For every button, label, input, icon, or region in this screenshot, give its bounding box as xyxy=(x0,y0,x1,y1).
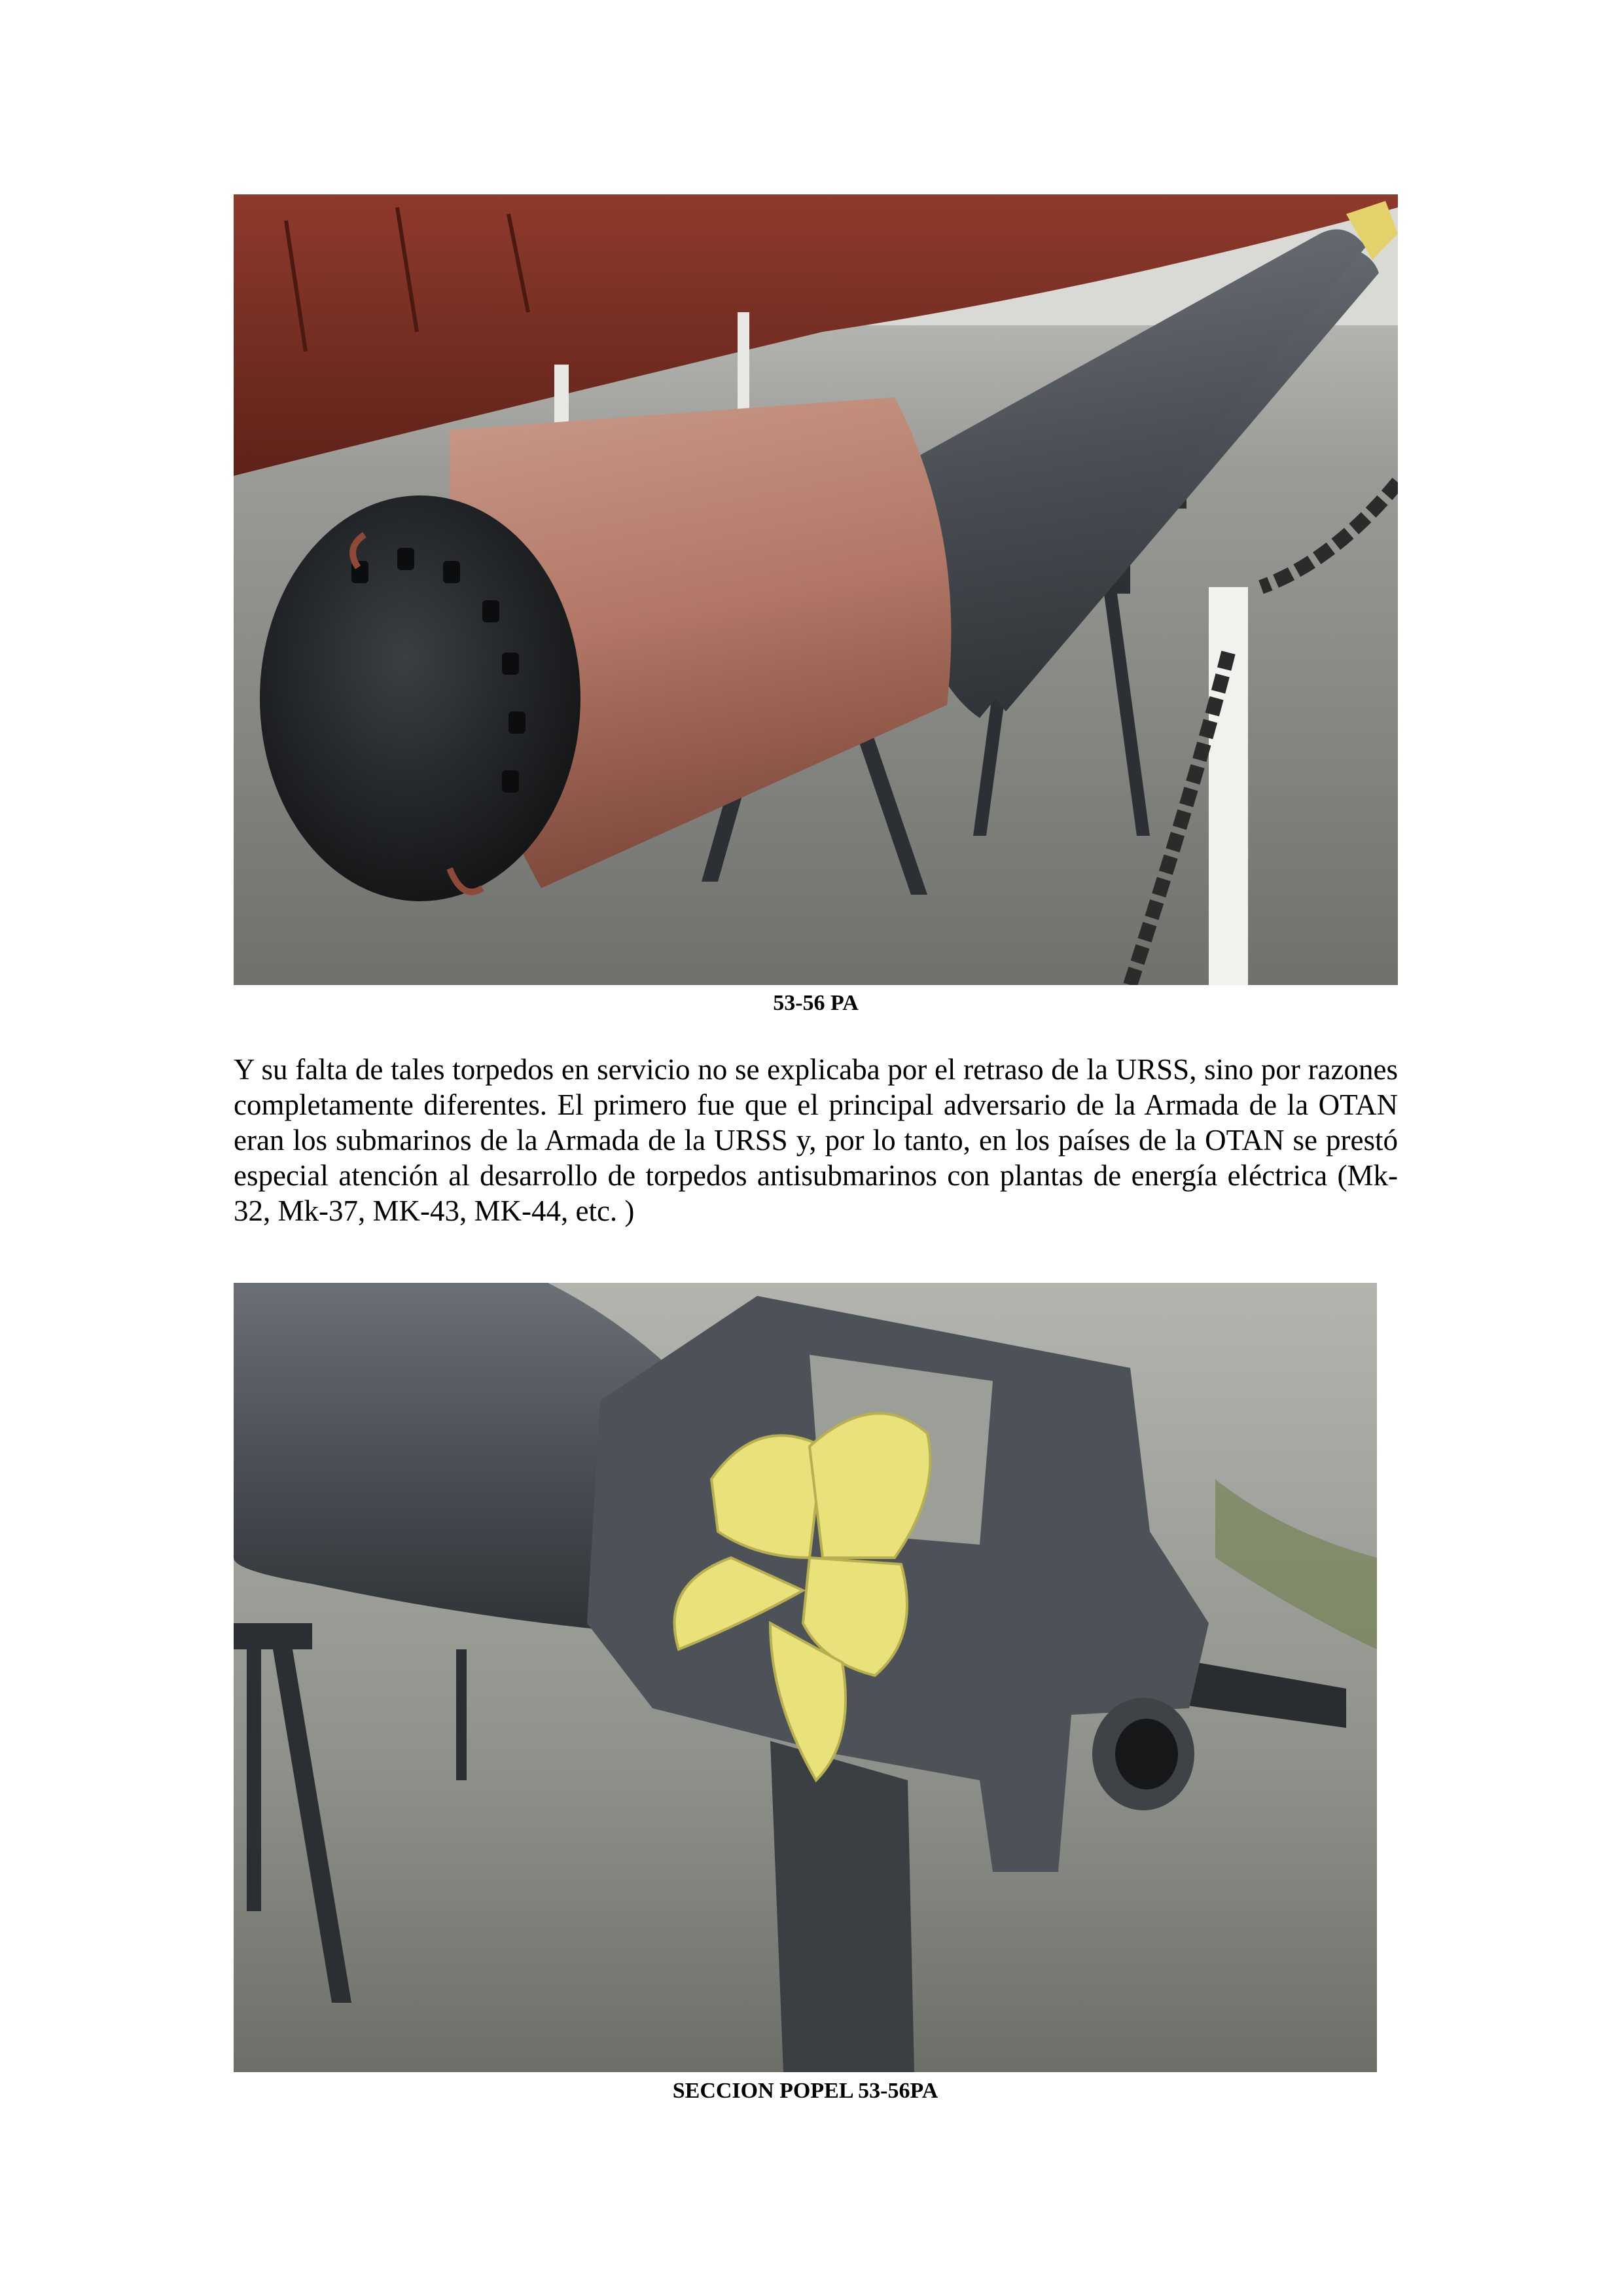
figure-caption-1: 53-56 PA xyxy=(773,991,859,1015)
body-paragraph: Y su falta de tales torpedos en servicio no se explicaba por el retraso de la URSS, sino por razones completamente diferentes. El primero fue que el principal adversario de la Armada de la OTAN eran los submarinos de la Armada de la URSS y, por lo tanto, en los países de la OTAN se prestó especial atención al desarrollo de torpedos antisubmarinos con plantas de energía eléctrica (Mk-32, Mk-37, MK-43, MK-44, etc. ) xyxy=(234,1053,1398,1227)
figure-caption-2: SECCION POPEL 53-56PA xyxy=(672,2079,938,2103)
torpedo-photo xyxy=(234,194,1398,985)
stern-section-photo xyxy=(234,1283,1377,2072)
